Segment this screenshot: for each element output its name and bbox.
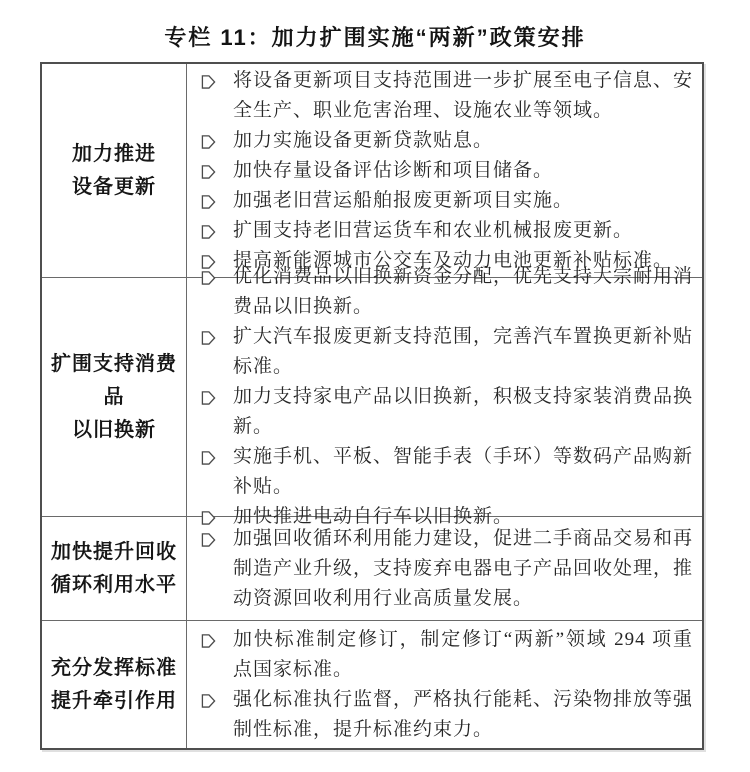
row-policy-list	[187, 621, 702, 748]
page-title: 专栏 11：加力扩围实施“两新”政策安排	[164, 25, 586, 50]
policy-item	[200, 216, 693, 246]
row-header-line: 设备更新	[72, 175, 156, 198]
row-category-header	[42, 278, 187, 516]
arrow-bullet-icon	[201, 163, 216, 180]
row-policy-list	[187, 266, 702, 527]
policy-item-text: 实施手机、平板、智能手表（手环）等数码产品购新补贴。	[233, 446, 694, 497]
arrow-bullet-icon	[201, 133, 216, 150]
arrow-bullet-icon	[201, 389, 216, 406]
policy-item	[200, 66, 693, 126]
row-header-line: 加快提升回收	[51, 540, 177, 563]
policy-item-text: 加快存量设备评估诊断和项目储备。	[233, 159, 554, 181]
row-header-line: 循环利用水平	[51, 573, 177, 596]
policy-item-text: 加快推进电动自行车以旧换新。	[233, 506, 514, 527]
row-category-header	[42, 621, 187, 748]
policy-item	[200, 262, 693, 322]
arrow-bullet-icon	[201, 223, 216, 240]
row-header-line: 充分发挥标准	[51, 656, 177, 679]
policy-item-text: 加快标准制定修订，制定修订“两新”领域 294 项重点国家标准。	[233, 628, 693, 680]
arrow-bullet-icon	[201, 449, 216, 466]
arrow-bullet-icon	[201, 329, 216, 346]
policy-item-text: 加力实施设备更新贷款贴息。	[233, 129, 494, 151]
policy-item	[200, 382, 693, 442]
table-row	[42, 620, 702, 748]
policy-item-text: 加力支持家电产品以旧换新，积极支持家装消费品换新。	[233, 386, 694, 437]
policy-item	[200, 126, 693, 156]
arrow-bullet-icon	[201, 269, 216, 286]
policy-item-text: 提高新能源城市公交车及动力电池更新补贴标准。	[233, 249, 674, 271]
policy-item-text: 优化消费品以旧换新资金分配，优先支持大宗耐用消费品以旧换新。	[233, 266, 694, 317]
policy-item	[200, 524, 693, 614]
row-policy-list	[187, 517, 702, 620]
row-header-line: 扩围支持消费品	[51, 352, 177, 408]
row-category-header	[42, 64, 187, 277]
arrow-bullet-icon	[201, 692, 216, 709]
table-row	[42, 64, 702, 277]
arrow-bullet-icon	[201, 531, 216, 548]
policy-item-text: 将设备更新项目支持范围进一步扩展至电子信息、安全生产、职业危害治理、设施农业等领域。	[233, 69, 694, 121]
policy-item-text: 扩大汽车报废更新支持范围，完善汽车置换更新补贴标准。	[233, 326, 694, 377]
policy-item	[200, 322, 693, 382]
row-header-line: 提升牵引作用	[51, 689, 177, 712]
policy-item-text: 加强回收循环利用能力建设，促进二手商品交易和再制造产业升级，支持废弃电器电子产品回收处理，推动资源回收利用行业高质量发展。	[233, 527, 694, 609]
policy-table	[40, 62, 704, 750]
table-row	[42, 516, 702, 620]
policy-item	[200, 156, 693, 186]
policy-item	[200, 625, 693, 685]
table-row	[42, 266, 702, 527]
row-policy-list	[187, 64, 702, 277]
policy-item	[200, 685, 693, 745]
policy-item-text: 加强老旧营运船舶报废更新项目实施。	[233, 189, 574, 211]
row-category-header	[42, 517, 187, 620]
policy-item-text: 扩围支持老旧营运货车和农业机械报废更新。	[233, 219, 634, 241]
arrow-bullet-icon	[201, 193, 216, 210]
policy-item	[200, 186, 693, 216]
row-header-line: 以旧换新	[72, 418, 156, 441]
arrow-bullet-icon	[201, 632, 216, 649]
arrow-bullet-icon	[201, 73, 216, 90]
row-header-line: 加力推进	[72, 142, 156, 165]
policy-item-text: 强化标准执行监督，严格执行能耗、污染物排放等强制性标准，提升标准约束力。	[233, 688, 694, 740]
policy-item	[200, 442, 693, 502]
